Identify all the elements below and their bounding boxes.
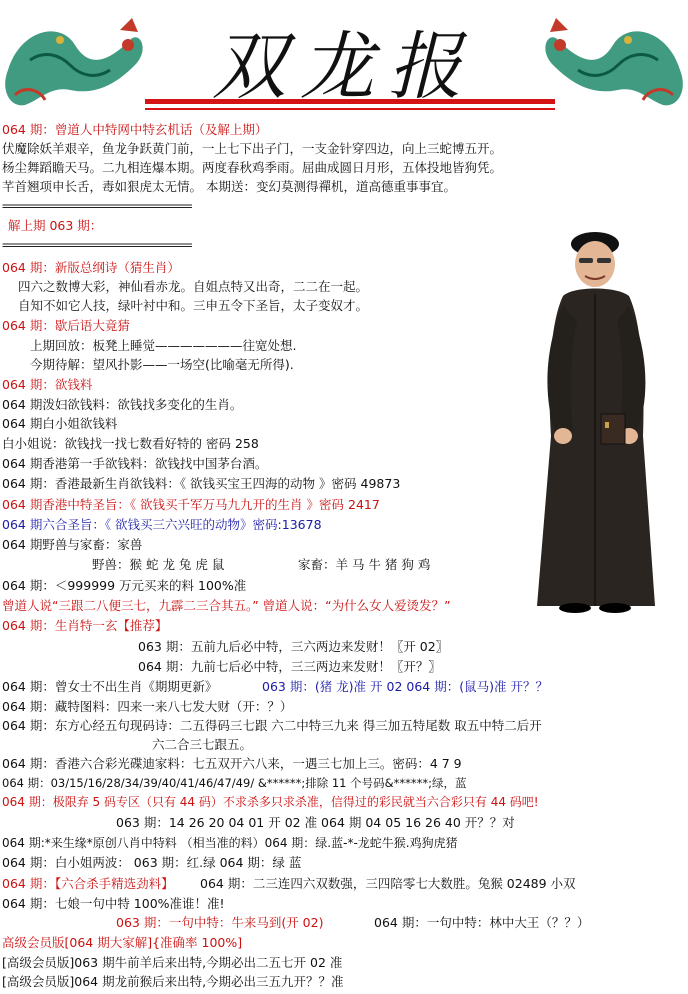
text-line: 064 期泼妇欲钱料：欲钱找多变化的生肖。 xyxy=(2,397,243,412)
text-line: 064 期：九前七后必中特，三三两边来发财！〖开？〗 xyxy=(138,659,441,674)
text-line: 064 期白小姐欲钱料 xyxy=(2,416,118,431)
text-line: 今期待解：望风扑影——一场空(比喻毫无所得). xyxy=(30,357,294,372)
text-line: 曾道人说“三跟二八便三七，九霹二三合其五。” 曾道人说：“为什么女人爱烫发？” xyxy=(2,598,451,613)
text-line: 自知不如它人技，绿叶衬中和。三申五令下圣旨，太子变奴才。 xyxy=(18,298,369,313)
text-line: 白小姐说：欲钱找一找七数看好特的 密码 258 xyxy=(2,436,259,451)
text-line: 家畜：羊 马 牛 猪 狗 鸡 xyxy=(298,557,431,572)
text-line: 064 期：一句中特：林中大王（？？） xyxy=(374,915,590,930)
text-line: 六二合三七跟五。 xyxy=(152,737,253,752)
text-line: 芊首翘项申长舌，毒如狠虎太无情。 本期送：变幻莫测得禪机，道高德重事事宜。 xyxy=(2,179,456,194)
text-line: 064 期：＜999999 万元买来的料 100%准 xyxy=(2,578,247,593)
separator: ================================= xyxy=(2,238,191,252)
text-line: 上期回放：板凳上睡觉———————往宽处想. xyxy=(30,338,297,353)
text-line: 064 期：二三连四六双数强，三四陪零七大数胜。兔猴 02489 小双 xyxy=(200,876,576,891)
text-line: 四六之数博大彩，神仙看赤龙。自姐点特又出奇，二二在一起。 xyxy=(18,279,369,294)
text-line: 064 期六合圣旨：《 欲钱买三六兴旺的动物》密码:13678 xyxy=(2,517,322,532)
text-line: 064 期：白小姐两波： 063 期：红.绿 064 期：绿 蓝 xyxy=(2,855,302,870)
text-line: 063 期：五前九后必中特，三六两边来发财！〖开 02〗 xyxy=(138,639,449,654)
right-dragon-icon xyxy=(545,18,682,105)
section-heading: 064 期：新版总纲诗（猜生肖） xyxy=(2,260,180,275)
section-heading: 064 期：欲钱料 xyxy=(2,377,93,392)
text-line: 063 期：(猪 龙)准 开 02 064 期：(鼠马)准 开？？ xyxy=(262,679,548,694)
text-line: 伏魔除妖羊艰辛，鱼龙争跃黄门前，一上七下出子门，一支金针穿四边，向上三蛇博五开。 xyxy=(2,141,503,156)
section-heading: 064 期：生肖特一玄【推荐】 xyxy=(2,618,168,633)
left-dragon-icon xyxy=(5,18,142,105)
text-line: 杨尘舞蹈瞻天马。二九相连爆本期。两度春秋鸡季雨。屈曲成圆日月形，五体投地皆狗凭。 xyxy=(2,160,503,175)
text-line: [高级会员版]063 期牛前羊后来出特,今期必出二五七开 02 准 xyxy=(2,955,343,970)
text-line: 064 期：03/15/16/28/34/39/40/41/46/47/49/ &******;排除 11 个号码&******;绿，蓝 xyxy=(2,776,467,790)
header-banner xyxy=(0,0,688,120)
text-line: 064 期香港第一手欲钱料：欲钱找中国茅台酒。 xyxy=(2,456,268,471)
text-line: 063 期：14 26 20 04 01 开 02 准 064 期 04 05 16 26 40 开？？对 xyxy=(116,815,515,830)
text-line: 063 期：一句中特：牛来马到(开 02) xyxy=(116,915,324,930)
header-title: 双龙报 xyxy=(212,24,476,110)
text-line: 064 期：曾女士不出生肖《期期更新》 xyxy=(2,679,218,694)
text-line: 064 期：【六合杀手精选劲料】 xyxy=(2,876,174,891)
man-in-robe-figure xyxy=(533,226,683,616)
text-line: 064 期:*来生缘*原创八肖中特料 （相当准的料）064 期：绿.蓝-*-龙蛇牛猴.鸡狗虎猪 xyxy=(2,836,458,850)
text-line: 064 期：香港六合彩光碟迪家料：七五双开六八来，一遇三七加上三。密码：4 7 9 xyxy=(2,756,462,771)
text-line: 064 期：香港最新生肖欲钱料：《 欲钱买宝王四海的动物 》密码 49873 xyxy=(2,476,401,491)
text-line: 064 期香港中特圣旨：《 欲钱买千军万马九九开的生肖 》密码 2417 xyxy=(2,497,380,512)
text-line: 解上期 063 期： xyxy=(8,218,103,233)
section-heading: 高级会员版[064 期大家解]{准确率 100%] xyxy=(2,935,243,950)
text-line: 064 期：极限弃 5 码专区（只有 44 码）不求杀多只求杀准，信得过的彩民就当六合彩只有 44 码吧! xyxy=(2,795,539,809)
separator: ================================= xyxy=(2,199,191,213)
text-line: 064 期野兽与家畜：家兽 xyxy=(2,537,143,552)
text-line: 064 期：七娘一句中特 100%准谁！准! xyxy=(2,896,225,911)
text-line: 野兽：猴 蛇 龙 兔 虎 鼠 xyxy=(92,557,225,572)
text-line: [高级会员版]064 期龙前猴后来出特,今期必出三五九开？？准 xyxy=(2,974,344,989)
text-line: 064 期：藏特图料：四来一来八七发大财（开：？） xyxy=(2,699,293,714)
text-line: 064 期：曾道人中特网中特玄机话（及解上期） xyxy=(2,122,268,137)
text-line: 064 期：东方心经五句现码诗：二五得码三七跟 六二中特三九来 得三加五特尾数 取五中特二后开 xyxy=(2,718,542,733)
section-heading: 064 期：歇后语大竟猜 xyxy=(2,318,130,333)
